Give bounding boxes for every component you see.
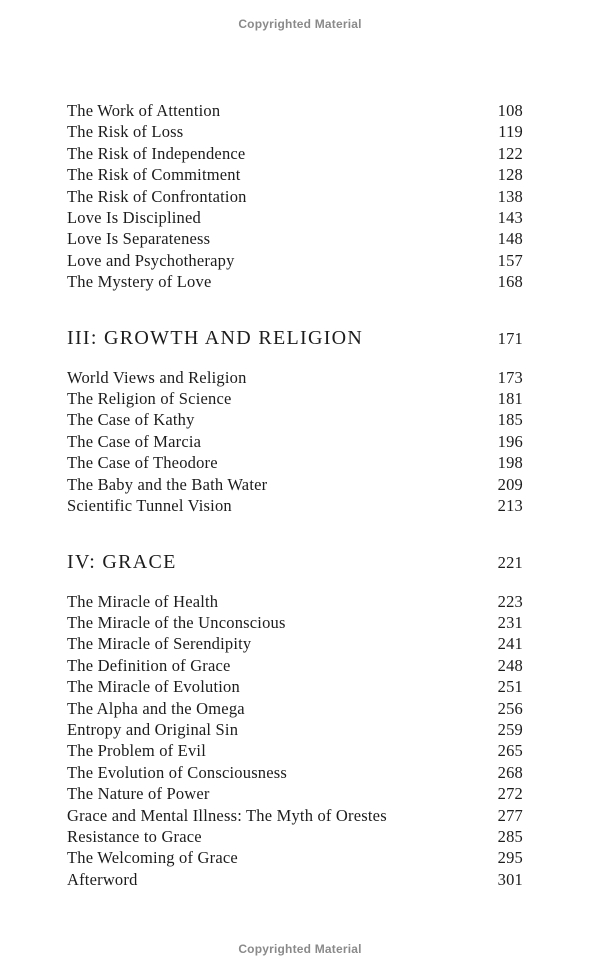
entry-page: 241 [497,634,523,654]
entry-page: 231 [497,612,523,632]
entry-page: 272 [497,784,523,804]
entry-title: The Welcoming of Grace [67,848,238,868]
toc-entry [67,869,523,890]
entry-page: 285 [497,826,523,846]
entry-page: 268 [497,762,523,782]
toc-entry [67,409,523,430]
toc-section [67,326,523,517]
entry-page: 185 [497,410,523,430]
entry-title: The Risk of Independence [67,143,246,163]
entry-page: 173 [497,367,523,387]
entry-title: The Work of Attention [67,101,221,120]
toc-section [67,100,523,293]
entry-page: 168 [497,272,523,292]
entry-title: The Miracle of Health [67,591,219,611]
toc-entry [67,100,523,121]
section-heading-label: III: GROWTH AND RELIGION [67,326,364,349]
entry-page: 256 [497,698,523,718]
toc-entries [67,100,523,293]
entry-page: 128 [497,165,523,185]
toc-entry [67,698,523,719]
entry-page: 213 [497,496,523,516]
toc-entry [67,207,523,228]
entry-title: Scientific Tunnel Vision [67,496,232,516]
entry-title: Entropy and Original Sin [67,719,239,739]
entry-page: 157 [497,250,523,270]
entry-page: 138 [497,186,523,206]
entry-title: The Baby and the Bath Water [67,474,268,494]
entry-title: Love and Psychotherapy [67,250,235,270]
toc-entry [67,847,523,868]
entry-page: 181 [497,389,523,409]
toc-entry [67,431,523,452]
entry-page: 251 [497,677,523,697]
entry-page: 277 [497,805,523,825]
entry-page: 259 [497,719,523,739]
entry-title: The Mystery of Love [67,272,212,292]
entry-page: 122 [497,143,523,163]
toc-entry [67,612,523,633]
toc-entry [67,143,523,164]
toc-entry [67,762,523,783]
toc-entry [67,655,523,676]
entry-title: Resistance to Grace [67,826,202,846]
entry-page: 143 [497,208,523,228]
copyright-notice-top: Copyrighted Material [238,17,362,31]
toc-entry [67,676,523,697]
entry-title: The Case of Kathy [67,410,195,430]
entry-title: The Nature of Power [67,784,210,804]
entry-title: Grace and Mental Illness: The Myth of Orestes [67,805,387,825]
toc-entry [67,388,523,409]
toc-entry [67,474,523,495]
entry-title: World Views and Religion [67,367,247,387]
toc-entry [67,228,523,249]
entry-title: The Risk of Commitment [67,165,241,185]
toc-entry [67,719,523,740]
entry-title: Love Is Disciplined [67,208,201,228]
toc-entry [67,271,523,292]
section-heading [67,550,523,575]
toc-entry [67,805,523,826]
entry-page: 196 [497,431,523,451]
entry-page: 198 [497,453,523,473]
entry-title: Afterword [67,869,138,889]
toc-entry [67,783,523,804]
entry-title: The Case of Marcia [67,431,202,451]
entry-page: 301 [497,869,523,889]
section-heading-page: 221 [497,552,523,572]
toc-entry [67,250,523,271]
entry-page: 223 [497,591,523,611]
toc-entry [67,121,523,142]
entry-page: 119 [498,122,523,142]
toc-entries [67,367,523,517]
section-heading-label: IV: GRACE [67,550,177,573]
entry-title: The Miracle of the Unconscious [67,612,286,632]
entry-title: The Problem of Evil [67,741,206,761]
entry-page: 265 [497,741,523,761]
entry-title: The Definition of Grace [67,655,231,675]
entry-title: Love Is Separateness [67,229,211,249]
toc-entry [67,186,523,207]
toc-entry [67,633,523,654]
toc [67,100,523,890]
section-heading-page: 171 [497,328,523,348]
toc-entry [67,367,523,388]
copyright-notice-bottom: Copyrighted Material [238,942,362,956]
toc-entry [67,826,523,847]
entry-title: The Case of Theodore [67,453,218,473]
entry-title: The Alpha and the Omega [67,698,245,718]
entry-title: The Religion of Science [67,389,232,409]
entry-title: The Evolution of Consciousness [67,762,288,782]
entry-title: The Risk of Loss [67,122,184,142]
toc-entries [67,591,523,891]
toc-entry [67,164,523,185]
toc-entry [67,740,523,761]
entry-page: 248 [497,655,523,675]
entry-page: 209 [497,474,523,494]
entry-page: 295 [497,848,523,868]
entry-page: 148 [497,229,523,249]
entry-title: The Miracle of Evolution [67,677,240,697]
toc-entry [67,452,523,473]
entry-page: 108 [497,101,523,120]
toc-entry [67,495,523,516]
toc-entry [67,591,523,612]
entry-title: The Miracle of Serendipity [67,634,252,654]
section-heading [67,326,523,351]
entry-title: The Risk of Confrontation [67,186,247,206]
toc-section [67,550,523,891]
